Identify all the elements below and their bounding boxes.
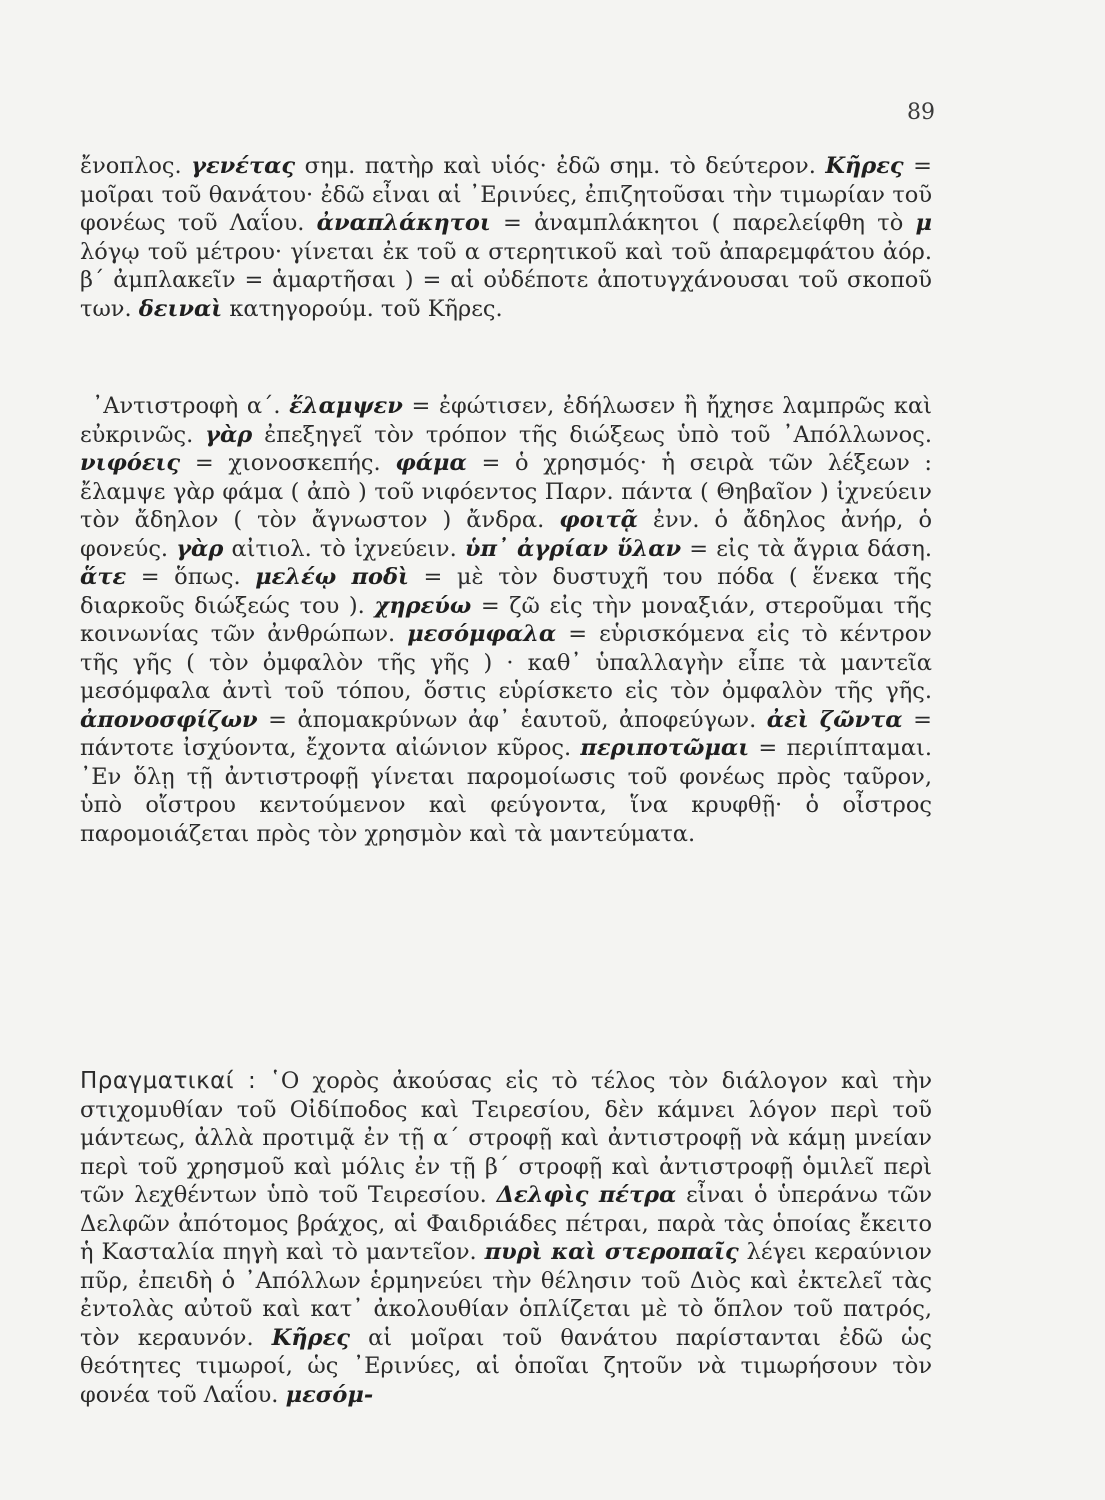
body-text: εἶναι ὁ ὑπεράνω τῶν Δελφῶν ἀπότομος βράχος, αἱ Φαιδριάδες πέτραι, παρὰ τὰς ὁποίας ἔκειτο ἡ Κασταλία πηγὴ καὶ τὸ μαντεῖον. — [80, 1182, 933, 1265]
glossary-term: μεσόμ- — [285, 1381, 374, 1408]
body-text: = ἀπομακρύνων ἀφ᾽ ἑαυτοῦ, ἀποφεύγων. — [257, 706, 767, 733]
body-text: = εὑρισκόμενα εἰς τὸ κέντρον τῆς γῆς ( τὸν ὀμφαλὸν τῆς γῆς ) · καθ᾽ ὑπαλλαγὴν εἶπε τὰ μαντεῖα μεσόμφαλα ἀντὶ τοῦ τόπου, ὅστις εὑρίσκετο εἰς τὸν ὀμφαλὸν τῆς γῆς. — [80, 621, 932, 704]
body-text: ῾Ο χορὸς ἀκούσας εἰς τὸ τέλος τὸν διάλογον καὶ τὴν στιχομυθίαν τοῦ Οἰδίποδος καὶ Τειρεσίου, δὲν κάμνει λόγον περὶ τοῦ μάντεως, ἀλλὰ προτιμᾷ ἐν τῇ α΄ στροφῇ καὶ ἀντιστροφῇ νὰ κάμῃ μνείαν περὶ τοῦ χρησμοῦ καὶ μόλις ἐν τῇ β΄ στροφῇ καὶ ἀντιστροφῇ ὁμιλεῖ περὶ τῶν λεχθέντων ὑπὸ τοῦ Τειρεσίου. — [80, 1068, 933, 1208]
body-text: = ἐφώτισεν, ἐδήλωσεν ἢ ἤχησε λαμπρῶς καὶ εὐκρινῶς. — [80, 393, 932, 448]
glossary-term: Κῆρες — [271, 1324, 351, 1351]
glossary-term: ἅτε — [80, 564, 127, 590]
glossary-term: νιφόεις — [80, 450, 181, 476]
glossary-term: φοιτᾷ — [559, 507, 638, 533]
body-text: = εἰς τὰ ἄγρια δάση. — [681, 535, 933, 562]
glossary-term: Δελφὶς πέτρα — [496, 1182, 677, 1208]
glossary-term: γὰρ — [205, 421, 253, 448]
body-text: = ὁ χρησμός· ἡ σειρὰ τῶν λέξεων : ἔλαμψε γὰρ φάμα ( ἀπὸ ) τοῦ νιφόεντος Παρν. πάντα ( Θηβαῖον ) ἰχνεύειν τὸν ἄδηλον ( τὸν ἄγνωστον ) ἄνδρα. — [80, 450, 932, 533]
glossary-term: ὑπ᾽ ἀγρίαν ὕλαν — [464, 535, 682, 562]
paragraph-pragmatikai — [80, 1067, 932, 1409]
body-text: = χιονοσκεπής. — [180, 450, 396, 476]
glossary-term: μ — [915, 210, 932, 236]
glossary-term: γὰρ — [176, 535, 224, 562]
section-heading-pragmatikai: Πραγματικαί : — [80, 1068, 257, 1094]
paragraph-antistrophe-glossary — [80, 392, 932, 848]
body-text: αἰτιολ. τὸ ἰχνεύειν. — [223, 535, 465, 562]
glossary-term: φάμα — [395, 450, 467, 476]
glossary-term: ἀεὶ ζῶντα — [766, 706, 903, 733]
body-text: = περιίπταμαι. ᾽Εν ὅλῃ τῇ ἀντιστροφῇ γίνεται παρομοίωσις τοῦ φονέως πρὸς ταῦρον, ὑπὸ οἴστρου κεντούμενον καὶ φεύγοντα, ἵνα κρυφθῇ· ὁ οἶστρος παρομοιάζεται πρὸς τὸν χρησμὸν καὶ τὰ μαντεύματα. — [80, 735, 932, 847]
body-text: ἐπεξηγεῖ τὸν τρόπον τῆς διώξεως ὑπὸ τοῦ ᾽Απόλλωνος. — [252, 421, 932, 448]
body-text: = μοῖραι τοῦ θανάτου· ἐδῶ εἶναι αἱ ᾽Ερινύες, ἐπιζητοῦσαι τὴν τιμωρίαν τοῦ φονέως τοῦ Λαΐου. — [80, 153, 932, 236]
glossary-term: δειναὶ — [138, 295, 223, 322]
glossary-term: μεσόμφαλα — [407, 621, 557, 647]
glossary-term: ἀναπλάκητοι — [316, 210, 491, 236]
body-text: ἔνοπλος. — [80, 153, 192, 179]
glossary-term: ἀπονοσφίζων — [80, 706, 258, 733]
body-text: = πάντοτε ἰσχύοντα, ἔχοντα αἰώνιον κῦρος. — [80, 706, 932, 761]
glossary-term: γενέτας — [191, 153, 296, 179]
body-text: ἐνν. ὁ ἄδηλος ἀνήρ, ὁ φονεύς. — [80, 507, 932, 562]
glossary-term: μελέῳ ποδὶ — [255, 564, 409, 590]
glossary-term: ἔλαμψεν — [289, 393, 403, 419]
body-text: σημ. πατὴρ καὶ υἱός· ἐδῶ σημ. τὸ δεύτερον. — [295, 153, 826, 179]
page-number: 89 — [907, 100, 935, 125]
glossary-term: πυρὶ καὶ στεροπαῖς — [484, 1239, 739, 1265]
body-text: λόγῳ τοῦ μέτρου· γίνεται ἐκ τοῦ α στερητικοῦ καὶ τοῦ ἀπαρεμφάτου ἀόρ. β΄ ἀμπλακεῖν = ἁμαρτῆσαι ) = αἱ οὐδέποτε ἀποτυγχάνουσαι τοῦ σκοποῦ των. — [80, 238, 932, 322]
body-text: = ὅπως. — [126, 564, 256, 590]
body-text: κατηγορούμ. τοῦ Κῆρες. — [222, 295, 503, 322]
body-text: ᾽Αντιστροφὴ α΄. — [92, 393, 290, 419]
glossary-term: Κῆρες — [825, 153, 904, 179]
glossary-term: χηρεύω — [374, 592, 472, 619]
body-text: = ζῶ εἰς τὴν μοναξιάν, στεροῦμαι τῆς κοινωνίας τῶν ἀνθρώπων. — [80, 592, 932, 647]
glossary-term: περιποτῶμαι — [580, 735, 750, 761]
paragraph-glossary-1 — [80, 152, 932, 323]
body-text: = ἀναμπλάκητοι ( παρελείφθη τὸ — [490, 210, 916, 236]
body-text: λέγει κεραύνιον πῦρ, ἐπειδὴ ὁ ᾽Απόλλων ἑρμηνεύει τὴν θέλησιν τοῦ Διὸς καὶ ἐκτελεῖ τὰς ἐντολὰς αὐτοῦ καὶ κατ᾽ ἀκολουθίαν ὁπλίζεται μὲ τὸ ὅπλον τοῦ πατρός, τὸν κεραυνόν. — [80, 1239, 932, 1351]
body-text: = μὲ τὸν δυστυχῆ του πόδα ( ἕνεκα τῆς διαρκοῦς διώξεώς του ). — [80, 564, 932, 619]
body-text: αἱ μοῖραι τοῦ θανάτου παρίστανται ἐδῶ ὡς θεότητες τιμωροί, ὡς ᾽Ερινύες, αἱ ὁποῖαι ζητοῦν νὰ τιμωρήσουν τὸν φονέα τοῦ Λαΐου. — [80, 1324, 932, 1408]
